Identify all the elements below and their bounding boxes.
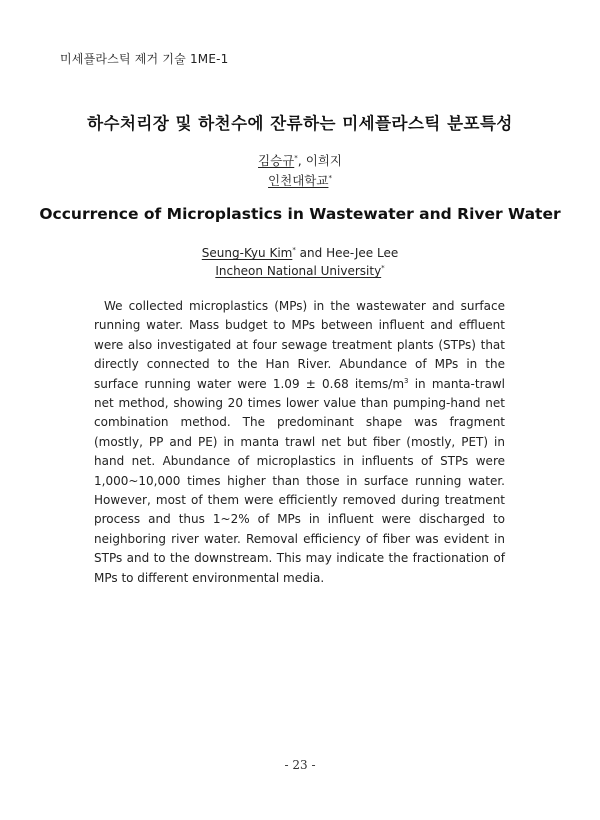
session-label: 미세플라스틱 제거 기술 1ME-1 xyxy=(60,52,229,66)
abstract-text-part2: in manta-trawl net method, showing 20 times lower value than pumping-hand net combination method. The predominant shape was fragment (mostly, PP and PE) in manta trawl net but fiber (mostly, PET) in hand net. Abundance of microplastics in influents of STPs were 1,000~10,000 times higher than those in surface running water. However, most of them were efficiently removed during treatment process and thus 1~2% of MPs in influent were discharged to neighboring river water. Removal efficiency of fiber was evident in STPs and to the downstream. This may indicate the fractionation of MPs to different environmental media. xyxy=(94,376,505,585)
abstract-text-part1: We collected microplastics (MPs) in the wastewater and surface running water. Mass budget to MPs between influent and effluent were also investigated at four sewage treatment plants (STPs) that directly connected to the Han River. Abundance of MPs in the surface running water were 1.09 ± 0.68 items/m xyxy=(94,299,505,391)
korean-affiliation-name: 인천대학교 xyxy=(268,173,329,188)
korean-affiliation-mark: * xyxy=(328,173,332,182)
korean-author-others: , 이희지 xyxy=(297,153,342,168)
english-affiliation xyxy=(0,264,600,278)
korean-author-mark: * xyxy=(294,153,298,162)
english-authors xyxy=(0,246,600,260)
abstract xyxy=(94,297,505,588)
korean-affiliation xyxy=(0,171,600,189)
english-author-mark: * xyxy=(292,246,296,254)
english-author-others: and Hee-Jee Lee xyxy=(295,246,399,260)
english-author-primary: Seung-Kyu Kim xyxy=(201,246,293,260)
korean-authors xyxy=(0,151,600,169)
english-affiliation-name: Incheon National University xyxy=(215,264,382,278)
abstract-paragraph xyxy=(94,297,505,588)
english-title: Occurrence of Microplastics in Wastewater and River Water xyxy=(39,205,561,223)
english-affiliation-mark: * xyxy=(381,264,385,272)
abstract-superscript: 3 xyxy=(404,376,409,385)
korean-title: 하수처리장 및 하천수에 잔류하는 미세플라스틱 분포특성 xyxy=(87,114,513,133)
page-number: - 23 - xyxy=(284,758,316,772)
korean-author-primary: 김승규 xyxy=(258,153,295,168)
